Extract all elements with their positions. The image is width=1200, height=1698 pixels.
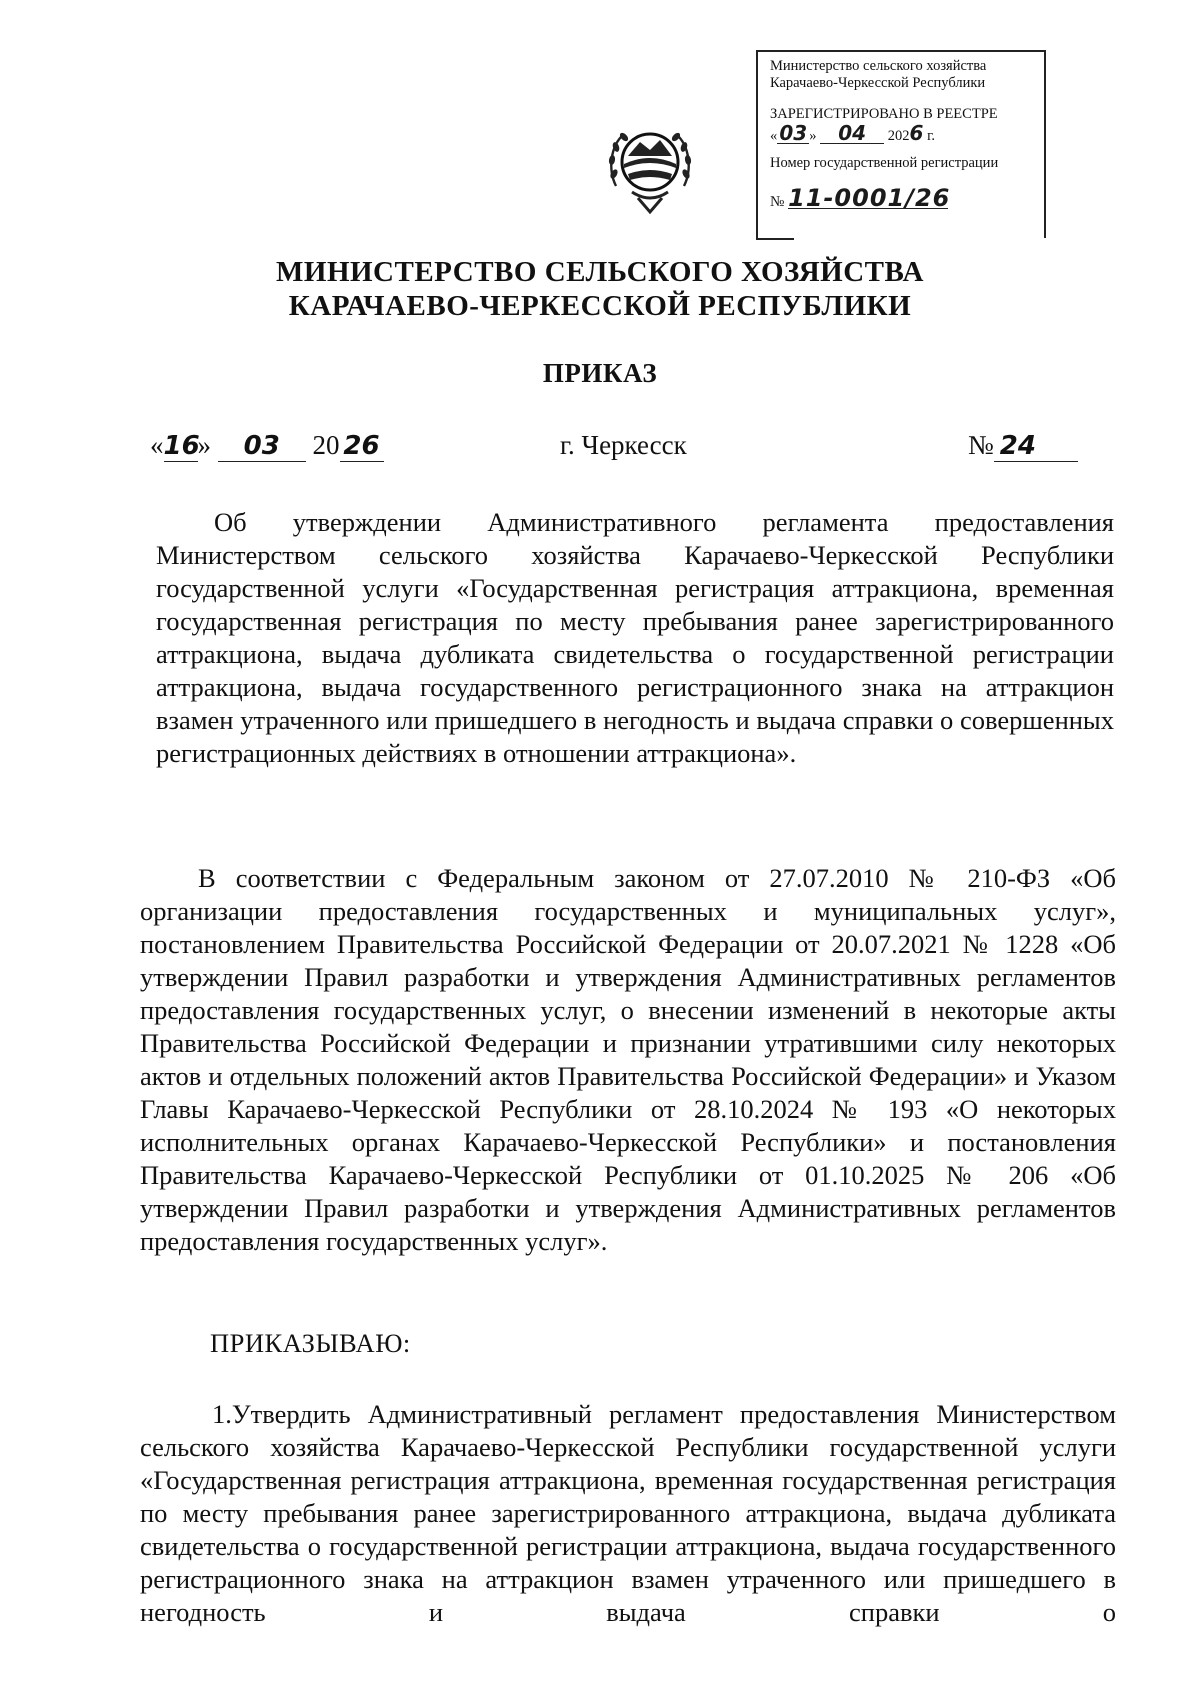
order-number-value: 24 — [994, 431, 1078, 462]
order-year-suffix: 26 — [340, 431, 384, 462]
order-year-prefix: 20 — [312, 430, 340, 460]
stamp-reg-number-label: Номер государственной регистрации — [770, 155, 999, 171]
document-type: ПРИКАЗ — [542, 358, 658, 388]
order-number — [968, 430, 1078, 462]
order-month: 03 — [218, 431, 306, 462]
coat-of-arms-icon — [602, 116, 698, 220]
stamp-registered-label: ЗАРЕГИСТРИРОВАНО В РЕЕСТРЕ — [770, 106, 998, 122]
order-number-prefix: № — [968, 430, 994, 460]
registration-stamp — [756, 50, 1046, 238]
ministry-line1: МИНИСТЕРСТВО СЕЛЬСКОГО ХОЗЯЙСТВА — [276, 256, 924, 288]
stamp-reg-number: 11-0001/26 — [788, 184, 951, 212]
order-subject: Об утверждении Административного регламента предоставления Министерством сельского хозяйства Карачаево-Черкесской Республики государственной услуги «Государственная регистрация аттракциона, временная государственная регистрация по месту пребывания ранее зарегистрированного аттракциона, выдача дубликата свидетельства о государственной регистрации аттракциона, выдача государственного регистрационного знака на аттракцион взамен утраченного или пришедшего в негодность и выдача справки о совершенных регистрационных действиях в отношении аттракциона». — [156, 507, 1114, 768]
stamp-reg-year-prefix: 202 — [887, 128, 910, 144]
ministry-name — [0, 255, 1200, 323]
ministry-line2: КАРАЧАЕВО-ЧЕРКЕССКОЙ РЕСПУБЛИКИ — [288, 290, 912, 322]
stamp-reg-month: 04 — [820, 123, 884, 144]
stamp-org-line2: Карачаево-Черкесской Республики — [770, 75, 986, 91]
stamp-reg-day: 03 — [777, 123, 809, 144]
stamp-reg-number-row — [770, 184, 1034, 212]
stamp-reg-year-suffix: г. — [927, 128, 936, 144]
stamp-registration-date: « 03 » 04 2026 г. — [770, 121, 936, 145]
stamp-org-line1: Министерство сельского хозяйства — [770, 58, 987, 74]
order-date: «16» 03 20 26 — [150, 430, 384, 462]
order-city: г. Черкесск — [560, 430, 687, 460]
stamp-reg-year-digit: 6 — [909, 121, 924, 145]
order-day: 16 — [163, 431, 200, 461]
order-directive: ПРИКАЗЫВАЮ: — [210, 1328, 411, 1358]
order-item-1: 1.Утвердить Административный регламент предоставления Министерством сельского хозяйства Карачаево-Черкесской Республики государственной услуги «Государственная регистрация аттракциона, временная государственная регистрация по месту пребывания ранее зарегистрированного аттракциона, выдача дубликата свидетельства о государственной регистрации аттракциона, выдача государственного регистрационного знака на аттракцион взамен утраченного или пришедшего в негодность и выдача справки о — [140, 1399, 1116, 1627]
order-meta-row — [0, 430, 1200, 470]
legal-basis-paragraph: В соответствии с Федеральным законом от 27.07.2010 № 210-ФЗ «Об организации предоставления государственных и муниципальных услуг», постановлением Правительства Российской Федерации от 20.07.2021 № 1228 «Об утверждении Правил разработки и утверждения Административных регламентов предоставления государственных услуг, о внесении изменений в некоторые акты Правительства Российской Федерации и признании утратившими силу некоторых актов и отдельных положений актов Правительства Российской Федерации» и Указом Главы Карачаево-Черкесской Республики от 28.10.2024 № 193 «О некоторых исполнительных органах Карачаево-Черкесской Республики» и постановления Правительства Карачаево-Черкесской Республики от 01.10.2025 № 206 «Об утверждении Правил разработки и утверждения Административных регламентов предоставления государственных услуг». — [140, 863, 1116, 1256]
stamp-reg-number-prefix: № — [770, 194, 785, 210]
